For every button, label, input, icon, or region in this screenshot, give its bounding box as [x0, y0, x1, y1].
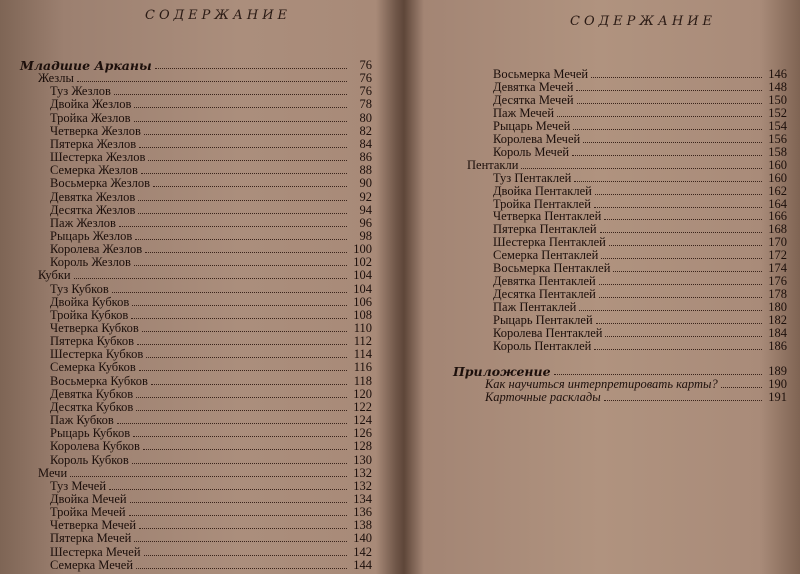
dot-leader [130, 502, 347, 503]
toc-entry-title: Пятерка Жезлов [50, 136, 137, 151]
toc-list-right [405, 0, 800, 574]
toc-entry-title: Двойка Жезлов [50, 97, 132, 112]
dot-leader [119, 226, 347, 227]
toc-entry-title: Шестерка Мечей [50, 544, 141, 559]
toc-entry-title: Десятка Жезлов [50, 202, 136, 217]
dot-leader [136, 568, 347, 569]
toc-entry-page: 106 [353, 294, 372, 309]
toc-entry-page: 176 [768, 274, 787, 289]
toc-entry [50, 256, 372, 269]
dot-leader [574, 181, 762, 182]
toc-entry [50, 296, 372, 309]
toc-entry-title: Королева Жезлов [50, 242, 143, 257]
toc-entry [50, 151, 372, 164]
toc-entry-title: Двойка Мечей [50, 491, 127, 506]
toc-entry [50, 230, 372, 243]
dot-leader [144, 555, 347, 556]
dot-leader [114, 94, 347, 95]
dot-leader [132, 305, 347, 306]
dot-leader [604, 219, 762, 220]
toc-entry-page: 90 [359, 176, 372, 191]
toc-entry-title: Рыцарь Пентаклей [493, 313, 593, 328]
toc-entry-title: Десятка Мечей [493, 92, 574, 107]
toc-entry-page: 122 [353, 399, 372, 414]
toc-entry-page: 146 [768, 67, 787, 81]
dot-leader [142, 331, 347, 332]
dot-leader [144, 134, 347, 135]
toc-entry-page: 160 [768, 170, 787, 185]
toc-entry [493, 340, 787, 353]
dot-leader [134, 541, 347, 542]
toc-entry-title: Младшие Арканы [20, 58, 152, 73]
toc-entry-page: 156 [768, 131, 787, 146]
toc-entry-title: Девятка Жезлов [50, 189, 136, 204]
toc-entry-page: 166 [768, 209, 787, 224]
dot-leader [129, 515, 347, 516]
toc-entry-page: 100 [353, 242, 372, 257]
toc-entry [50, 85, 372, 98]
toc-entry-title: Тройка Кубков [50, 307, 129, 322]
toc-entry-page: 80 [359, 110, 372, 125]
dot-leader [572, 155, 762, 156]
toc-entry [50, 454, 372, 467]
dot-leader [609, 245, 762, 246]
toc-entry-page: 98 [359, 228, 372, 243]
toc-entry-title: Король Кубков [50, 452, 129, 467]
dot-leader [594, 349, 762, 350]
dot-leader [591, 77, 762, 78]
dot-leader [554, 374, 762, 375]
dot-leader [146, 357, 347, 358]
dot-leader [613, 271, 762, 272]
toc-entry-title: Двойка Кубков [50, 294, 130, 309]
toc-entry [50, 532, 372, 545]
dot-leader [577, 103, 762, 104]
toc-entry-page: 104 [353, 281, 372, 296]
toc-entry [50, 480, 372, 493]
toc-entry-page: 110 [353, 321, 372, 335]
toc-entry-page: 158 [768, 144, 787, 159]
toc-entry-title: Паж Мечей [493, 105, 555, 120]
toc-entry-page: 190 [768, 376, 787, 391]
toc-entry [467, 159, 787, 172]
toc-entry-title: Карточные расклады [485, 389, 601, 404]
toc-entry-page: 130 [353, 452, 372, 467]
toc-entry-page: 88 [359, 163, 372, 178]
dot-leader [138, 213, 347, 214]
toc-entry [20, 59, 372, 72]
dot-leader [599, 284, 762, 285]
toc-entry-title: Король Пентаклей [493, 338, 592, 353]
dot-leader [595, 194, 762, 195]
toc-entry-page: 186 [768, 338, 787, 353]
toc-entry [50, 283, 372, 296]
toc-entry-page: 132 [353, 465, 372, 480]
toc-entry [50, 125, 372, 138]
toc-entry-page: 164 [768, 196, 787, 211]
toc-entry-page: 84 [359, 136, 372, 151]
toc-entry [493, 133, 787, 146]
toc-entry-page: 86 [359, 150, 372, 165]
toc-entry-page: 134 [353, 491, 372, 506]
toc-entry-title: Мечи [38, 465, 68, 480]
toc-entry [493, 172, 787, 185]
toc-entry-title: Паж Кубков [50, 413, 114, 428]
dot-leader [145, 252, 347, 253]
toc-entry-page: 94 [359, 202, 372, 217]
toc-entry-title: Десятка Пентаклей [493, 287, 596, 302]
toc-entry-page: 148 [768, 79, 787, 94]
dot-leader [579, 310, 762, 311]
dot-leader [74, 278, 347, 279]
toc-entry-title: Приложение [453, 363, 551, 379]
toc-entry-title: Восьмерка Мечей [493, 67, 589, 81]
toc-entry-title: Рыцарь Жезлов [50, 228, 133, 243]
toc-entry-page: 102 [353, 255, 372, 270]
toc-entry [493, 146, 787, 159]
toc-entry-title: Девятка Кубков [50, 386, 134, 401]
toc-entry-title: Четверка Мечей [50, 518, 137, 533]
toc-entry-title: Королева Кубков [50, 439, 140, 454]
toc-entry-page: 160 [768, 157, 787, 172]
dot-leader [139, 370, 347, 371]
toc-entry-page: 142 [353, 544, 372, 559]
toc-entry [50, 98, 372, 111]
toc-entry-page: 126 [353, 426, 372, 441]
toc-entry-page: 144 [353, 557, 372, 572]
toc-entry-title: Десятка Кубков [50, 399, 134, 414]
dot-leader [594, 207, 762, 208]
dot-leader [143, 449, 347, 450]
toc-entry [493, 81, 787, 94]
dot-leader [605, 336, 762, 337]
toc-entry [50, 506, 372, 519]
toc-entry-page: 182 [768, 313, 787, 328]
toc-entry-page: 184 [768, 326, 787, 340]
toc-entry-page: 191 [768, 389, 787, 404]
toc-entry [493, 107, 787, 120]
dot-leader [134, 265, 347, 266]
page-title: СОДЕРЖАНИЕ [145, 8, 292, 23]
dot-leader [134, 121, 348, 122]
toc-entry-page: 168 [768, 222, 787, 237]
toc-entry [50, 493, 372, 506]
toc-entry-page: 162 [768, 183, 787, 198]
toc-entry-page: 124 [353, 413, 372, 428]
toc-entry [50, 243, 372, 256]
toc-entry [50, 191, 372, 204]
dot-leader [109, 489, 347, 490]
toc-entry-title: Пятерка Пентаклей [493, 222, 597, 237]
dot-leader [596, 323, 762, 324]
toc-entry [50, 164, 372, 177]
toc-entry-page: 189 [768, 363, 787, 378]
dot-leader [604, 400, 762, 401]
toc-entry-page: 136 [353, 505, 372, 520]
toc-entry-title: Четверка Пентаклей [493, 209, 602, 224]
toc-entry-title: Королева Пентаклей [493, 326, 603, 340]
toc-entry [50, 361, 372, 374]
toc-entry-title: Паж Жезлов [50, 215, 116, 230]
toc-entry-title: Кубки [38, 268, 71, 283]
toc-entry-title: Семерка Жезлов [50, 163, 138, 178]
toc-entry-page: 128 [353, 439, 372, 454]
toc-entry [50, 401, 372, 414]
dot-leader [136, 410, 347, 411]
toc-entry [50, 388, 372, 401]
toc-entry-title: Жезлы [38, 71, 74, 86]
toc-entry-title: Шестерка Пентаклей [493, 235, 606, 250]
toc-entry-page: 92 [359, 189, 372, 204]
toc-entry-title: Туз Мечей [50, 478, 107, 493]
toc-entry-page: 152 [768, 105, 787, 120]
toc-entry-title: Пятерка Кубков [50, 334, 135, 349]
toc-entry-page: 174 [768, 261, 787, 276]
dot-leader [583, 142, 762, 143]
toc-entry [50, 559, 372, 572]
toc-entry-title: Семерка Кубков [50, 360, 136, 375]
toc-entry-page: 138 [353, 518, 372, 533]
dot-leader [139, 528, 347, 529]
toc-entry [50, 112, 372, 125]
toc-entry-title: Рыцарь Кубков [50, 426, 131, 441]
toc-entry-title: Туз Жезлов [50, 84, 111, 99]
toc-entry-page: 76 [359, 84, 372, 99]
toc-entry-title: Восьмерка Кубков [50, 373, 148, 388]
dot-leader [557, 116, 762, 117]
toc-entry-title: Тройка Мечей [50, 505, 126, 520]
toc-entry-page: 108 [353, 307, 372, 322]
dot-leader [133, 436, 347, 437]
toc-entry-page: 120 [353, 386, 372, 401]
toc-entry-title: Семерка Пентаклей [493, 248, 599, 263]
toc-entry-page: 112 [353, 334, 372, 349]
dot-leader [138, 200, 347, 201]
page-title: СОДЕРЖАНИЕ [570, 14, 717, 29]
toc-entry [50, 414, 372, 427]
toc-entry-title: Двойка Пентаклей [493, 183, 592, 198]
toc-entry-title: Восьмерка Пентаклей [493, 261, 611, 276]
toc-entry-title: Шестерка Жезлов [50, 150, 146, 165]
dot-leader [136, 397, 347, 398]
toc-entry-title: Тройка Пентаклей [493, 196, 591, 211]
toc-entry [50, 335, 372, 348]
toc-entry-title: Семерка Мечей [50, 557, 134, 572]
toc-entry-page: 132 [353, 478, 372, 493]
toc-entry-page: 150 [768, 92, 787, 107]
toc-entry-title: Пентакли [467, 157, 519, 172]
toc-entry-title: Девятка Мечей [493, 79, 574, 94]
dot-leader [721, 387, 762, 388]
dot-leader [137, 344, 347, 345]
toc-entry [493, 94, 787, 107]
toc-entry [485, 378, 787, 391]
dot-leader [155, 68, 347, 69]
toc-entry [50, 217, 372, 230]
toc-entry-title: Туз Кубков [50, 281, 109, 296]
toc-entry [50, 348, 372, 361]
toc-entry-page: 118 [353, 373, 372, 388]
toc-entry [50, 138, 372, 151]
toc-entry-title: Восьмерка Жезлов [50, 176, 151, 191]
dot-leader [599, 297, 762, 298]
toc-entry-title: Тройка Жезлов [50, 110, 131, 125]
dot-leader [70, 476, 347, 477]
toc-entry-page: 170 [768, 235, 787, 250]
toc-entry [38, 72, 372, 85]
toc-entry-title: Шестерка Кубков [50, 347, 144, 362]
dot-leader [135, 239, 347, 240]
toc-entry [485, 391, 787, 404]
toc-entry [50, 322, 372, 335]
toc-entry-page: 114 [353, 347, 372, 362]
toc-entry [50, 177, 372, 190]
dot-leader [141, 173, 347, 174]
dot-leader [139, 147, 347, 148]
toc-entry-title: Король Жезлов [50, 255, 131, 270]
dot-leader [521, 168, 762, 169]
dot-leader [600, 232, 762, 233]
toc-entry-page: 82 [359, 123, 372, 138]
dot-leader [151, 384, 347, 385]
toc-entry-page: 154 [768, 118, 787, 133]
toc-entry-title: Как научиться интерпретировать карты? [485, 376, 718, 391]
toc-entry-title: Рыцарь Мечей [493, 118, 571, 133]
toc-entry-title: Королева Мечей [493, 131, 581, 146]
toc-entry [493, 185, 787, 198]
dot-leader [132, 463, 347, 464]
toc-entry-title: Туз Пентаклей [493, 170, 572, 185]
toc-entry-page: 178 [768, 287, 787, 302]
dot-leader [601, 258, 762, 259]
toc-entry [50, 375, 372, 388]
toc-entry-title: Паж Пентаклей [493, 300, 577, 315]
dot-leader [112, 292, 347, 293]
toc-entry-title: Девятка Пентаклей [493, 274, 596, 289]
dot-leader [117, 423, 347, 424]
dot-leader [131, 318, 347, 319]
toc-entry [493, 120, 787, 133]
toc-entry [50, 440, 372, 453]
toc-entry-title: Пятерка Мечей [50, 531, 132, 546]
toc-entry-title: Король Мечей [493, 144, 570, 159]
toc-entry-title: Четверка Кубков [50, 321, 139, 335]
toc-entry-title: Четверка Жезлов [50, 123, 141, 138]
toc-entry [50, 546, 372, 559]
dot-leader [77, 81, 347, 82]
toc-entry-page: 96 [359, 215, 372, 230]
dot-leader [134, 107, 347, 108]
toc-entry-page: 116 [353, 360, 372, 375]
toc-entry [38, 269, 372, 282]
toc-entry-page: 180 [768, 300, 787, 315]
toc-entry-page: 76 [359, 71, 372, 86]
toc-entry-page: 104 [353, 268, 372, 283]
toc-entry [50, 427, 372, 440]
toc-entry [38, 467, 372, 480]
toc-entry-page: 78 [359, 97, 372, 112]
toc-entry [50, 309, 372, 322]
right-page [405, 0, 800, 574]
toc-entry [453, 365, 787, 378]
toc-entry-page: 140 [353, 531, 372, 546]
dot-leader [576, 90, 762, 91]
toc-entry [50, 519, 372, 532]
toc-entry [50, 204, 372, 217]
toc-entry-page: 172 [768, 248, 787, 263]
dot-leader [148, 160, 347, 161]
dot-leader [153, 186, 347, 187]
dot-leader [573, 129, 762, 130]
toc-entry-page: 76 [359, 58, 372, 72]
